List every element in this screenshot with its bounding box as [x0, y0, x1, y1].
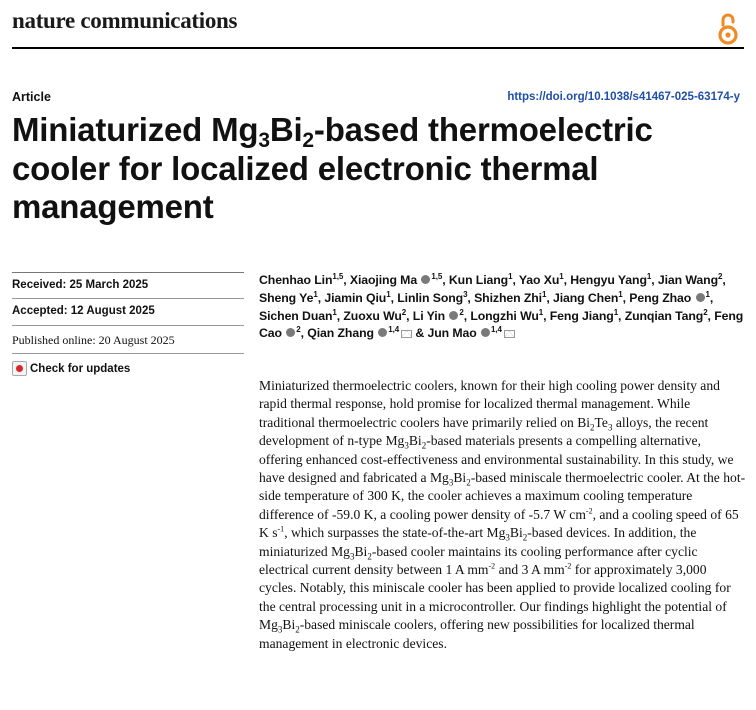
abstract-run: -based materials presents a compelling alternative, offering enhanced cost-effectiveness and environmental sustainability. In this study, we have designed and fabricated a Mg [259, 433, 734, 486]
author-name[interactable] [625, 309, 708, 323]
author-name-text: Jian Wang [657, 273, 718, 287]
abstract-run: Miniaturized thermoelectric coolers, known for their high cooling power density and rapid thermal response, hold promise for localized thermal management. While traditional thermoelectric coolers have primarily relied on Bi [259, 378, 720, 430]
author-name-text: Jiamin Qiu [324, 290, 387, 305]
author-affiliation: 2 [703, 307, 708, 317]
orcid-icon[interactable] [378, 328, 387, 337]
author-name-text: Xiaojing Ma [349, 273, 418, 287]
author-affiliation: 1,5 [332, 272, 344, 281]
subscript: 2 [590, 422, 595, 433]
abstract-run: Bi [282, 617, 296, 633]
author-name-text: Qian Zhang [307, 326, 374, 341]
author-name[interactable] [519, 273, 564, 287]
subscript: 2 [421, 440, 427, 451]
orcid-icon[interactable] [696, 293, 705, 302]
subscript: 3 [349, 551, 355, 562]
author-name-text: Yao Xu [518, 273, 560, 287]
meta-divider [12, 353, 244, 354]
author-affiliation: 1 [613, 307, 619, 317]
subscript: 2 [367, 551, 372, 562]
author-name-text: Sichen Duan [259, 308, 333, 323]
author-name[interactable] [259, 309, 337, 323]
author-name[interactable] [343, 309, 406, 323]
author-name-text: Jun Mao [427, 326, 477, 341]
abstract-run: Bi [453, 470, 467, 486]
abstract-text [259, 377, 747, 653]
author-affiliation: 1 [332, 307, 337, 317]
author-name[interactable] [474, 291, 546, 305]
author-joiner: & [415, 326, 428, 341]
author-name-text: Longzhi Wu [470, 308, 539, 323]
abstract-run: Bi [354, 543, 368, 559]
subscript: 3 [505, 532, 510, 543]
author-affiliation: 1 [538, 307, 544, 317]
meta-divider [12, 298, 244, 299]
author-name-text: Zunqian Tang [624, 308, 704, 323]
author-name-text: Kun Liang [448, 273, 509, 287]
author-name-text: Feng Jiang [549, 308, 614, 323]
abstract-run: -based miniscale coolers, offering new possibilities for localized thermal management in electronic devices. [259, 617, 695, 651]
abstract-run: , which surpasses the state-of-the-art Mg [284, 525, 506, 541]
author-list: Chenhao Lin$^{1,5}$, Xiaojing Ma $^{1,5}$, Kun Liang$^1$, Yao Xu$^1$, Hengyu Yang$^1$, Jian Wang$^2$, Sheng Ye$^1$, Jiamin Qiu$^1$, Linlin Song$^3$, Shizhen Zhi$^1$, Jiang Chen$^1$, Peng Zhao $^1$, Sichen Duan$^1$, Zuoxu Wu$^2$, Li Yin $^2$, Longzhi Wu$^1$, Feng Jiang$^1$, Zunqian Tang$^2$, Feng Cao $^2$, Qian Zhang $^{1,4}$ & Jun Mao $^{1,4}$ [259, 272, 744, 341]
author-name-text: Zuoxu Wu [343, 308, 402, 323]
author-affiliation: 2 [401, 307, 407, 317]
check-for-updates-button[interactable] [12, 361, 130, 376]
author-affiliation: 1,4 [491, 325, 502, 335]
abstract-run: Te [594, 414, 608, 430]
orcid-icon[interactable] [481, 328, 490, 337]
received-date: Received: 25 March 2025 [12, 279, 149, 291]
check-updates-label: Check for updates [30, 362, 131, 375]
author-affiliation: 2 [459, 307, 464, 317]
author-name[interactable] [413, 309, 464, 323]
article-type-label: Article [12, 90, 51, 104]
author-name[interactable] [629, 291, 710, 305]
author-name[interactable] [570, 273, 651, 287]
abstract-run: for approximately 3,000 cycles. Notably, this miniscale cooler has been applied to provide localized cooling for the central processing unit in a microcontroller. Our findings highlight the potential of Mg [259, 562, 731, 633]
abstract-run: alloys, the recent development of n-type Mg [259, 414, 709, 449]
author-affiliation: 1 [508, 272, 513, 281]
author-name-text: Peng Zhao [629, 290, 692, 305]
author-name-text: Feng Cao [259, 308, 744, 341]
abstract-run: Bi [509, 525, 523, 541]
author-affiliation: 3 [463, 289, 468, 299]
author-affiliation: 1 [541, 289, 547, 299]
author-name[interactable] [259, 291, 318, 305]
published-date: Published online: 20 August 2025 [12, 333, 175, 347]
author-name[interactable] [397, 291, 467, 305]
superscript: -2 [564, 561, 572, 571]
abstract-run: -based devices. In addition, the miniaturized Mg [259, 525, 697, 559]
author-name[interactable] [449, 273, 513, 287]
superscript: -2 [585, 506, 593, 516]
author-name-text: Jiang Chen [552, 290, 619, 305]
author-name[interactable] [553, 291, 623, 305]
header-rule [12, 47, 744, 49]
subscript: 3 [277, 625, 283, 635]
doi-link[interactable]: https://doi.org/10.1038/s41467-025-63174-y [507, 91, 740, 103]
subscript: 2 [466, 477, 471, 488]
author-name[interactable] [307, 326, 412, 340]
author-affiliation: 1 [618, 289, 623, 299]
author-name[interactable] [259, 273, 343, 287]
author-affiliation: 1 [313, 289, 318, 299]
author-affiliation: 1 [559, 272, 564, 281]
author-name[interactable] [350, 273, 442, 287]
author-name[interactable] [658, 273, 723, 287]
author-name-text: Shizhen Zhi [474, 290, 542, 305]
author-affiliation: 1,5 [431, 272, 443, 281]
abstract-run: -based miniscale thermoelectric cooler. At the hot-side temperature of 300 K, the cooler achieves a maximum cooling temperature difference of -59.0 K, a cooling power density of -5.7 W cm [259, 470, 746, 522]
meta-top-rule [12, 272, 244, 273]
subscript: 2 [522, 532, 528, 543]
subscript: 2 [295, 625, 300, 635]
author-affiliation: 1 [705, 289, 710, 299]
author-name[interactable] [324, 291, 390, 305]
author-name-text: Sheng Ye [259, 290, 314, 305]
author-name[interactable] [550, 309, 618, 323]
author-affiliation: 2 [718, 272, 723, 281]
subscript: 3 [607, 422, 613, 433]
abstract-run: -based cooler maintains its cooling performance after cyclic electrical current density between 1 A mm [259, 543, 698, 578]
abstract-run: and 3 A mm [495, 562, 565, 578]
article-title: Miniaturized $Mg_3Bi_2$-based thermoelectric cooler for localized electronic thermal management [12, 111, 653, 225]
abstract-run: Bi [408, 433, 422, 449]
abstract-run: , and a cooling speed of 65 K s [259, 506, 739, 541]
journal-name[interactable]: nature communications [12, 8, 238, 33]
author-name-text: Hengyu Yang [570, 273, 647, 287]
subscript: 3 [448, 477, 454, 488]
author-affiliation: 2 [296, 325, 301, 335]
orcid-icon[interactable] [421, 275, 430, 284]
author-name-text: Li Yin [412, 308, 445, 323]
author-name-text: Chenhao Lin [259, 273, 333, 287]
email-icon[interactable] [401, 330, 412, 338]
author-name-text: Linlin Song [397, 290, 464, 305]
orcid-icon[interactable] [286, 328, 295, 337]
subscript: 3 [404, 440, 409, 451]
open-access-icon[interactable] [716, 12, 740, 46]
author-affiliation: 1 [646, 272, 652, 281]
accepted-date: Accepted: 12 August 2025 [12, 305, 155, 317]
superscript: -1 [277, 524, 285, 534]
author-affiliation: 1,4 [388, 325, 400, 335]
author-affiliation: 1 [386, 289, 391, 299]
meta-divider [12, 325, 244, 326]
orcid-icon[interactable] [449, 311, 458, 320]
superscript: -2 [488, 561, 496, 571]
author-name[interactable] [470, 309, 543, 323]
email-icon[interactable] [504, 330, 515, 338]
check-updates-icon [12, 361, 27, 376]
author-name[interactable] [428, 326, 515, 340]
